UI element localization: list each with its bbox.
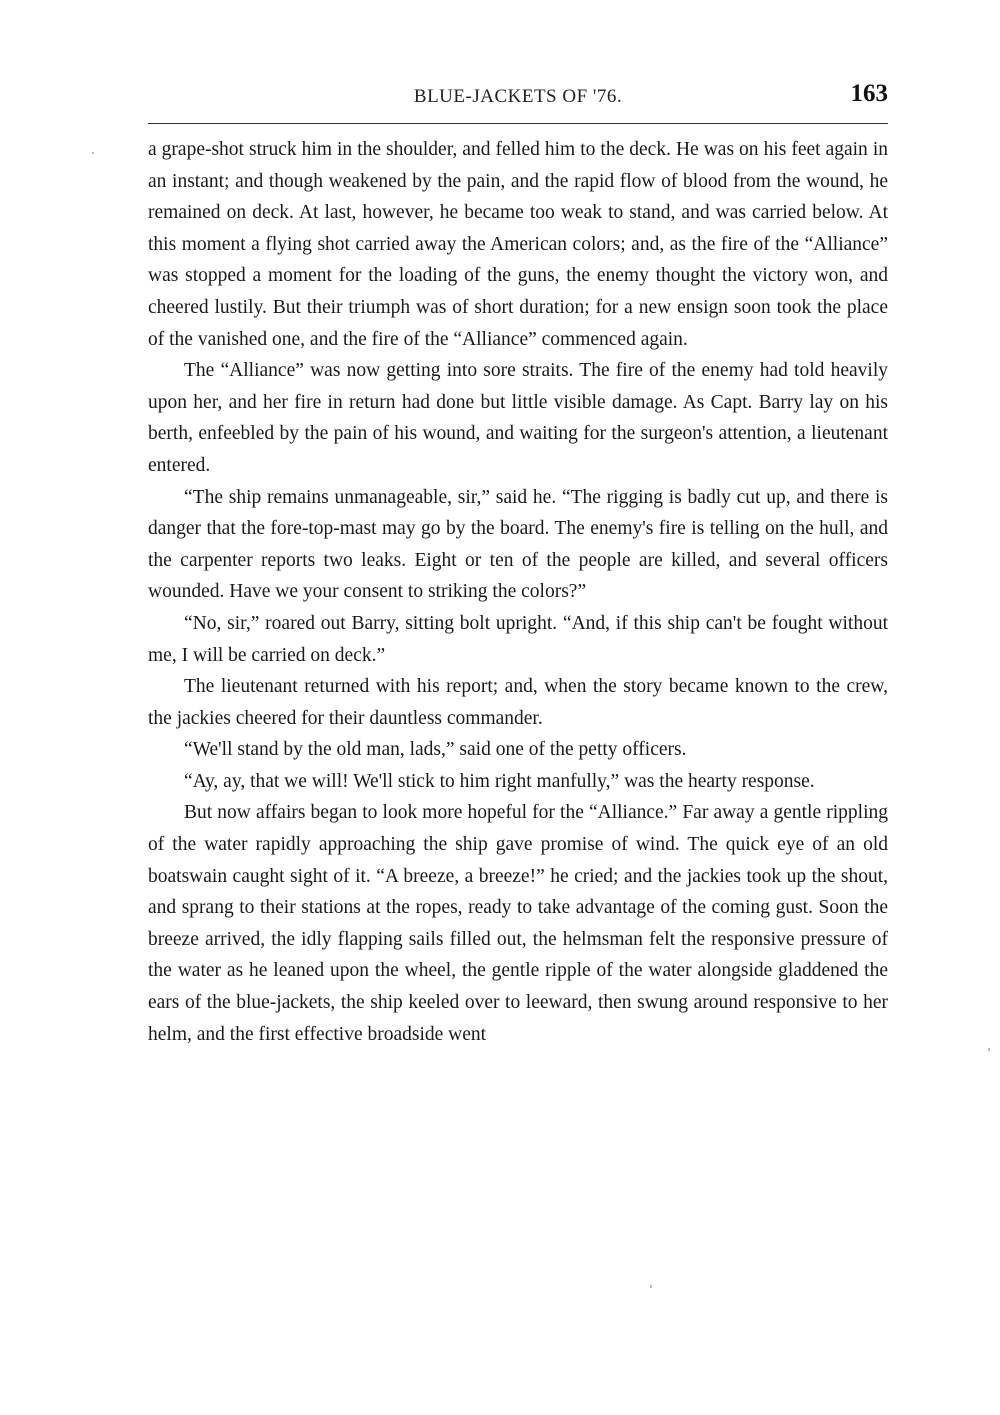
- paragraph-1: a grape-shot struck him in the shoulder, and felled him to the deck. He was on his feet again in an instant; and though weakened by the pain, and the rapid flow of blood from the wound, he remained on deck. At last, however, he became too weak to stand, and was carried below. At this moment a flying shot carried away the American colors; and, as the fire of the “Alliance” was stopped a moment for the loading of the guns, the enemy thought the victory won, and cheered lustily. But their triumph was of short duration; for a new ensign soon took the place of the vanished one, and the fire of the “Alliance” commenced again.: [148, 139, 888, 350]
- body-text: [148, 134, 888, 1050]
- paragraph-8: But now affairs began to look more hopeful for the “Alliance.” Far away a gentle rippling of the water rapidly approaching the ship gave promise of wind. The quick eye of an old boatswain caught sight of it. “A breeze, a breeze!” he cried; and the jackies took up the shout, and sprang to their stations at the ropes, ready to take advantage of the coming gust. Soon the breeze arrived, the idly flapping sails filled out, the helmsman felt the responsive pressure of the water as he leaned upon the wheel, the gentle ripple of the water alongside gladdened the ears of the blue-jackets, the ship keeled over to leeward, then swung around responsive to her helm, and the first effective broadside went: [148, 802, 888, 1045]
- paragraph-6: “We'll stand by the old man, lads,” said one of the petty officers.: [184, 739, 687, 761]
- scan-speck-right: [988, 1048, 990, 1051]
- paragraph-7: “Ay, ay, that we will! We'll stick to him right manfully,” was the hearty response.: [184, 770, 815, 792]
- paragraph-5: The lieutenant returned with his report; and, when the story became known to the crew, the jackies cheered for their dauntless commander.: [148, 676, 888, 729]
- page-number: 163: [850, 80, 888, 107]
- page-header: [148, 80, 888, 114]
- scan-speck-left: [92, 152, 94, 154]
- header-rule: [148, 123, 888, 124]
- running-head: BLUE-JACKETS OF '76.: [413, 86, 623, 107]
- paragraph-3: “The ship remains unmanageable, sir,” said he. “The rigging is badly cut up, and there is danger that the fore-top-mast may go by the board. The enemy's fire is telling on the hull, and the carpenter reports two leaks. Eight or ten of the people are killed, and several officers wounded. Have we your consent to striking the colors?”: [148, 486, 888, 603]
- scan-speck-bottom: [650, 1285, 652, 1288]
- paragraph-4: “No, sir,” roared out Barry, sitting bolt upright. “And, if this ship can't be fought without me, I will be carried on deck.”: [148, 612, 888, 666]
- paragraph-2: The “Alliance” was now getting into sore straits. The fire of the enemy had told heavily upon her, and her fire in return had done but little visible damage. As Capt. Barry lay on his berth, enfeebled by the pain of his wound, and waiting for the surgeon's attention, a lieutenant entered.: [148, 360, 888, 476]
- book-page: [148, 80, 888, 1050]
